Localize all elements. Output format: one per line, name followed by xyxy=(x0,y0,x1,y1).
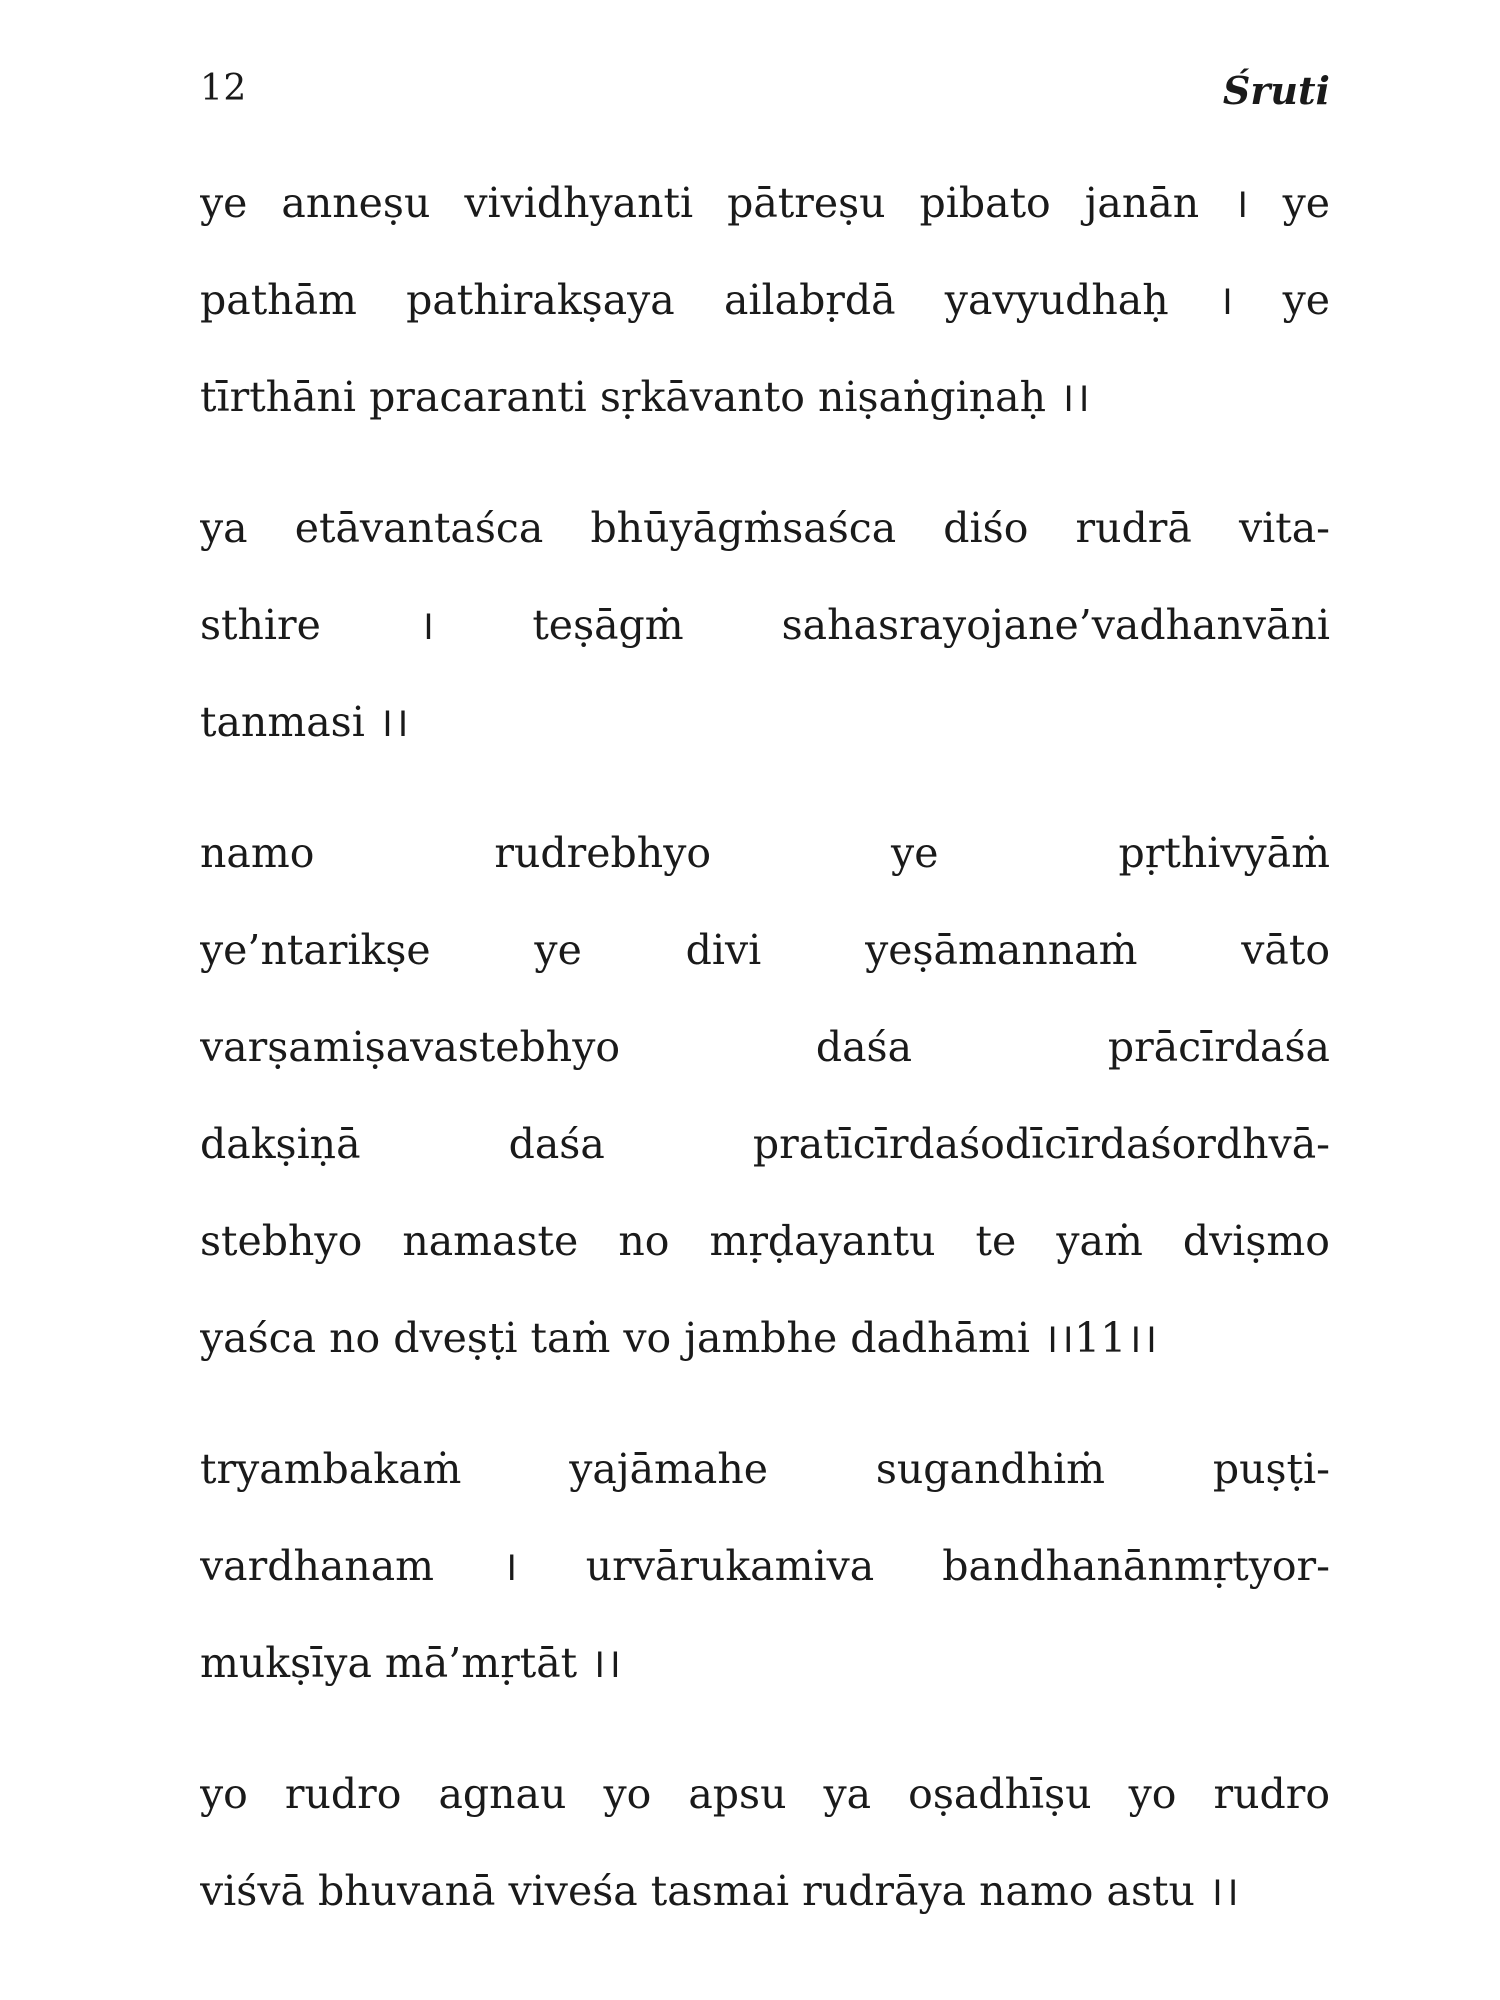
verse-line: tanmasi ।। xyxy=(200,698,409,746)
verse-line: yaśca no dveṣṭi taṁ vo jambhe dadhāmi ।।11।। xyxy=(200,1314,1158,1362)
page-header xyxy=(200,68,1330,118)
verse-line: tryambakaṁ yajāmahe sugandhiṁ puṣṭi- xyxy=(200,1445,1330,1493)
verse-line: mukṣīya mā’mṛtāt ।। xyxy=(200,1639,622,1687)
verse-line: vardhanam । urvārukamiva bandhanānmṛtyor- xyxy=(200,1542,1330,1590)
verse-4 xyxy=(200,1421,1330,1712)
verse-3 xyxy=(200,805,1330,1387)
verse-line: viśvā bhuvanā viveśa tasmai rudrāya namo astu ।। xyxy=(200,1867,1240,1915)
verse-5 xyxy=(200,1746,1330,1940)
verse-line: sthire । teṣāgṁ sahasrayojane’vadhanvāni xyxy=(200,601,1330,649)
verse-line: ye’ntarikṣe ye divi yeṣāmannaṁ vāto xyxy=(200,926,1330,974)
verse-line: dakṣiṇā daśa pratīcīrdaśodīcīrdaśordhvā- xyxy=(200,1120,1330,1168)
page-number: 12 xyxy=(200,68,247,109)
verse-line: pathām pathirakṣaya ailabṛdā yavyudhaḥ । ye xyxy=(200,276,1330,324)
verse-line: varṣamiṣavastebhyo daśa prācīrdaśa xyxy=(200,1023,1330,1071)
verse-line: ya etāvantaśca bhūyāgṁsaśca diśo rudrā vita- xyxy=(200,504,1330,552)
running-title: Śruti xyxy=(1222,68,1330,113)
verse-line: stebhyo namaste no mṛḍayantu te yaṁ dviṣmo xyxy=(200,1217,1330,1265)
verse-2 xyxy=(200,480,1330,771)
verse-1 xyxy=(200,155,1330,446)
page-body xyxy=(200,155,1330,1974)
verse-line: namo rudrebhyo ye pṛthivyāṁ xyxy=(200,829,1330,877)
verse-line: yo rudro agnau yo apsu ya oṣadhīṣu yo rudro xyxy=(200,1770,1330,1818)
verse-line: tīrthāni pracaranti sṛkāvanto niṣaṅgiṇaḥ ।। xyxy=(200,373,1091,421)
verse-line: ye anneṣu vividhyanti pātreṣu pibato janān । ye xyxy=(200,179,1330,227)
